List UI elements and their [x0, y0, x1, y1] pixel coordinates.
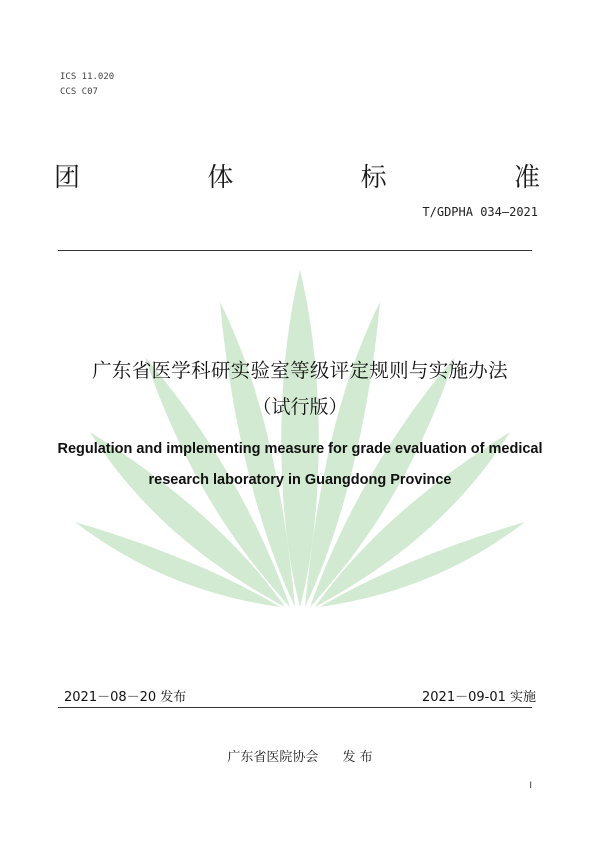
document-title-en-line2: research laboratory in Guangdong Province — [148, 472, 452, 488]
implement-date: 2021－09-01 实施 — [422, 690, 536, 705]
lotus-watermark-icon — [70, 262, 530, 612]
publisher-line — [0, 746, 600, 765]
page-number: I — [529, 781, 532, 791]
standard-type-char: 准 — [513, 163, 540, 193]
standard-type-title — [54, 160, 540, 196]
standard-type-char: 团 — [54, 163, 81, 193]
standard-type-char: 标 — [360, 163, 387, 193]
classification-codes — [60, 70, 114, 100]
ics-code: ICS 11.020 — [60, 72, 115, 82]
document-subtitle-cn: （试行版） — [252, 396, 348, 418]
publisher-action: 发 布 — [342, 750, 373, 765]
publish-date: 2021－08－20 发布 — [64, 690, 187, 705]
standard-type-char: 体 — [207, 163, 234, 193]
ccs-code: CCS C07 — [60, 87, 98, 97]
top-divider — [58, 250, 532, 251]
standard-number: T/GDPHA 034—2021 — [422, 205, 538, 219]
document-title-cn: 广东省医学科研实验室等级评定规则与实施办法 — [92, 359, 508, 382]
bottom-divider — [58, 707, 532, 708]
publisher-name: 广东省医院协会 — [227, 750, 319, 765]
document-title-en-line1: Regulation and implementing measure for grade evaluation of medical — [57, 441, 543, 457]
